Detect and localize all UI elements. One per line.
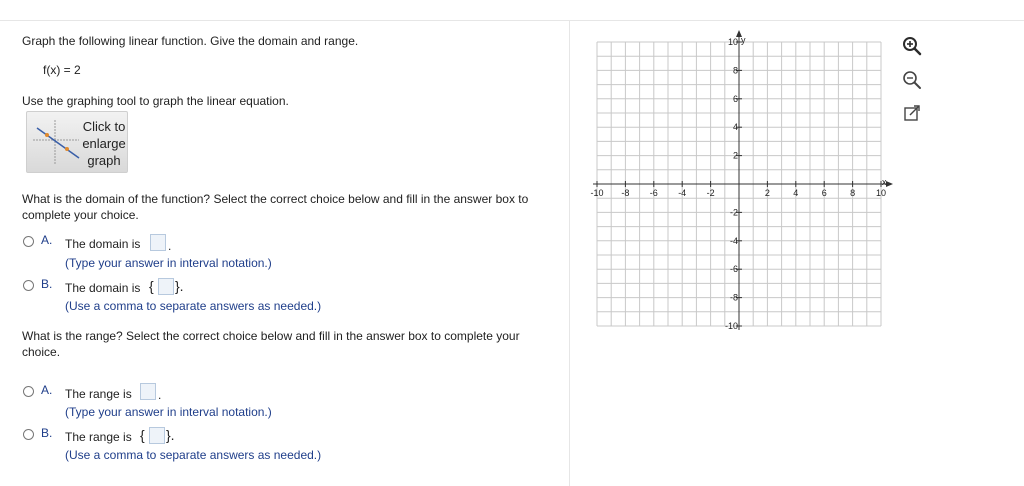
graph-axes	[593, 30, 893, 330]
x-tick-label: 2	[764, 188, 770, 198]
y-tick-label: 6	[732, 93, 738, 104]
x-tick-label: -4	[678, 188, 687, 198]
range-close-brace: }.	[166, 427, 175, 443]
popout-icon[interactable]	[901, 103, 923, 125]
x-tick-label: -10	[590, 188, 604, 198]
range-option-b-text: The range is	[65, 430, 132, 444]
y-tick-label: -8	[729, 292, 738, 303]
x-tick-label: -2	[706, 188, 715, 198]
graph-instruction: Use the graphing tool to graph the linear equation.	[22, 94, 289, 108]
x-tick-label: -6	[649, 188, 658, 198]
coordinate-plane[interactable]	[585, 30, 895, 350]
range-option-b-radio[interactable]	[23, 429, 34, 440]
range-option-a-text: The range is	[65, 387, 132, 401]
domain-close-brace: }.	[175, 278, 184, 294]
question-prompt: Graph the following linear function. Give the domain and range.	[22, 34, 359, 48]
range-option-a-radio[interactable]	[23, 386, 34, 397]
domain-option-b-hint: (Use a comma to separate answers as needed.)	[65, 299, 322, 313]
range-interval-answer-box[interactable]	[140, 383, 156, 400]
range-open-brace: {	[140, 427, 145, 443]
range-question: What is the range? Select the correct choice below and fill in the answer box to complete your choice.	[22, 329, 520, 359]
y-axis-label: y	[741, 35, 746, 45]
y-tick-label: 8	[732, 65, 738, 76]
top-divider	[0, 20, 1024, 21]
range-option-a-period: .	[158, 388, 162, 402]
domain-set-answer-box[interactable]	[158, 278, 174, 295]
x-tick-label: 8	[850, 188, 856, 198]
range-option-a-letter: A.	[41, 383, 53, 397]
range-set-answer-box[interactable]	[149, 427, 165, 444]
domain-option-b-letter: B.	[41, 277, 53, 291]
enlarge-graph-label: Click to enlarge graph	[82, 119, 126, 168]
range-option-b-hint: (Use a comma to separate answers as needed.)	[65, 448, 322, 462]
domain-option-a-text: The domain is	[65, 237, 141, 251]
function-expression: f(x) = 2	[43, 63, 81, 77]
domain-interval-answer-box[interactable]	[150, 234, 166, 251]
y-tick-label: 10	[727, 37, 738, 47]
domain-open-brace: {	[149, 278, 154, 294]
enlarge-graph-button[interactable]	[26, 111, 128, 173]
x-tick-label: 6	[821, 188, 827, 198]
domain-question: What is the domain of the function? Select the correct choice below and fill in the answer box to complete your choice.	[22, 192, 529, 222]
y-tick-label: 2	[732, 150, 738, 161]
y-tick-label: 4	[732, 122, 738, 133]
y-tick-label: -10	[724, 321, 738, 331]
x-tick-label: 10	[875, 188, 887, 198]
zoom-out-icon[interactable]	[901, 69, 923, 91]
x-tick-label: -8	[621, 188, 630, 198]
domain-option-a-letter: A.	[41, 233, 53, 247]
domain-option-a-period: .	[168, 239, 172, 253]
x-axis-label: x	[882, 177, 887, 187]
panel-divider	[569, 21, 570, 486]
domain-option-a-radio[interactable]	[23, 236, 34, 247]
y-tick-label: -4	[729, 235, 738, 246]
domain-option-b-radio[interactable]	[23, 280, 34, 291]
range-option-a-hint: (Type your answer in interval notation.)	[65, 405, 272, 419]
zoom-in-icon[interactable]	[901, 35, 923, 57]
range-option-b-letter: B.	[41, 426, 53, 440]
y-tick-label: -2	[729, 207, 738, 218]
y-tick-label: -6	[729, 264, 738, 275]
x-tick-label: 4	[793, 188, 799, 198]
domain-option-b-text: The domain is	[65, 281, 141, 295]
x-axis-arrow	[886, 181, 893, 187]
mini-graph-icon	[31, 118, 81, 166]
domain-option-a-hint: (Type your answer in interval notation.)	[65, 256, 272, 270]
